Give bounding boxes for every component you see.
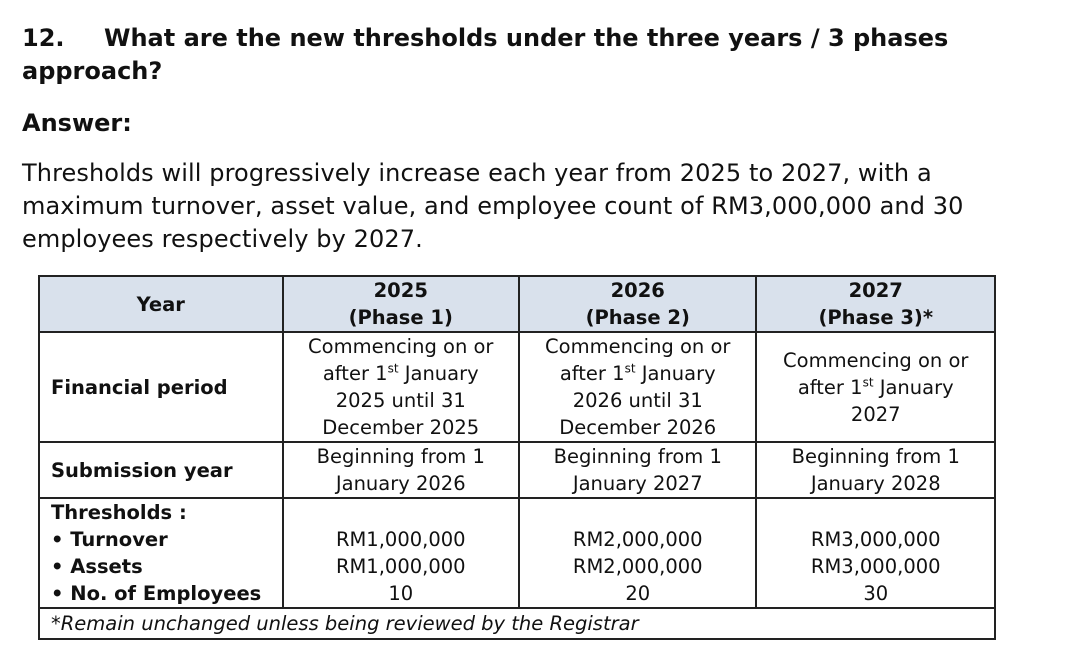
threshold-item-turnover: • Turnover — [51, 528, 168, 551]
assets-value: RM3,000,000 — [810, 555, 941, 578]
financial-period-cell — [756, 332, 995, 442]
submission-year-label: Submission year — [39, 442, 283, 498]
cell-line: December 2026 — [559, 416, 717, 439]
cell-line: January 2026 — [335, 472, 466, 495]
cell-text: after 1 — [322, 362, 388, 385]
cell-line: Commencing on or — [308, 335, 494, 358]
cell-line: 2025 until 31 — [335, 389, 466, 412]
cell-text: January — [398, 362, 479, 385]
header-phase: (Phase 3)* — [818, 306, 934, 329]
header-year-label: Year — [39, 276, 283, 332]
header-phase-3 — [756, 276, 995, 332]
assets-value: RM2,000,000 — [572, 555, 703, 578]
cell-line: Commencing on or — [783, 348, 969, 372]
thresholds-label-cell — [39, 498, 283, 608]
thresholds-table — [38, 275, 996, 640]
cell-line — [284, 360, 519, 387]
cell-line: 2027 — [850, 402, 901, 426]
employees-value: 20 — [625, 582, 651, 605]
header-year: 2027 — [848, 279, 903, 302]
answer-label: Answer: — [22, 109, 132, 137]
ordinal-suffix: st — [624, 361, 636, 376]
ordinal-suffix: st — [862, 375, 874, 389]
cell-text: after 1 — [559, 362, 625, 385]
thresholds-label: Thresholds : — [51, 501, 187, 524]
footnote-row — [39, 608, 995, 639]
threshold-item-assets: • Assets — [51, 555, 143, 578]
answer-text: Thresholds will progressively increase each year from 2025 to 2027, with a maximum turnover, asset value, and employee count of RM3,000,000 and 30 employees respectively by 2027. — [22, 159, 964, 253]
submission-year-row — [39, 442, 995, 498]
cell-line — [520, 360, 755, 387]
submission-year-cell — [519, 442, 756, 498]
turnover-value: RM1,000,000 — [335, 528, 466, 551]
cell-line: Beginning from 1 — [553, 445, 722, 468]
submission-year-cell — [283, 442, 520, 498]
financial-period-cell — [519, 332, 756, 442]
cell-line: Beginning from 1 — [316, 445, 485, 468]
cell-line: Commencing on or — [545, 335, 731, 358]
header-phase: (Phase 1) — [348, 306, 453, 329]
financial-period-cell — [283, 332, 520, 442]
thresholds-values-cell — [283, 498, 520, 608]
question-heading — [22, 22, 1062, 88]
table-header-row — [39, 276, 995, 332]
thresholds-row — [39, 498, 995, 608]
thresholds-values-cell — [756, 498, 995, 608]
turnover-value: RM3,000,000 — [810, 528, 941, 551]
header-phase-2 — [519, 276, 756, 332]
cell-line: 2026 until 31 — [572, 389, 703, 412]
cell-line: December 2025 — [322, 416, 480, 439]
cell-line: Beginning from 1 — [791, 445, 960, 468]
cell-text: January — [635, 362, 716, 385]
financial-period-row — [39, 332, 995, 442]
employees-value: 30 — [863, 582, 889, 605]
cell-line: January 2027 — [572, 472, 703, 495]
cell-line — [757, 374, 994, 401]
employees-value: 10 — [388, 582, 414, 605]
cell-text: after 1 — [797, 375, 863, 399]
question-number: 12. — [22, 24, 65, 52]
financial-period-label: Financial period — [39, 332, 283, 442]
header-year: 2026 — [610, 279, 665, 302]
question-text: What are the new thresholds under the three years / 3 phases approach? — [22, 24, 949, 85]
ordinal-suffix: st — [387, 361, 399, 376]
thresholds-values-cell — [519, 498, 756, 608]
header-phase: (Phase 2) — [585, 306, 690, 329]
assets-value: RM1,000,000 — [335, 555, 466, 578]
footnote: *Remain unchanged unless being reviewed by the Registrar — [39, 608, 995, 639]
cell-line: January 2028 — [810, 472, 941, 495]
submission-year-cell — [756, 442, 995, 498]
header-phase-1 — [283, 276, 520, 332]
cell-text: January — [873, 375, 954, 399]
turnover-value: RM2,000,000 — [572, 528, 703, 551]
threshold-item-employees: • No. of Employees — [51, 582, 262, 605]
header-year: 2025 — [373, 279, 428, 302]
